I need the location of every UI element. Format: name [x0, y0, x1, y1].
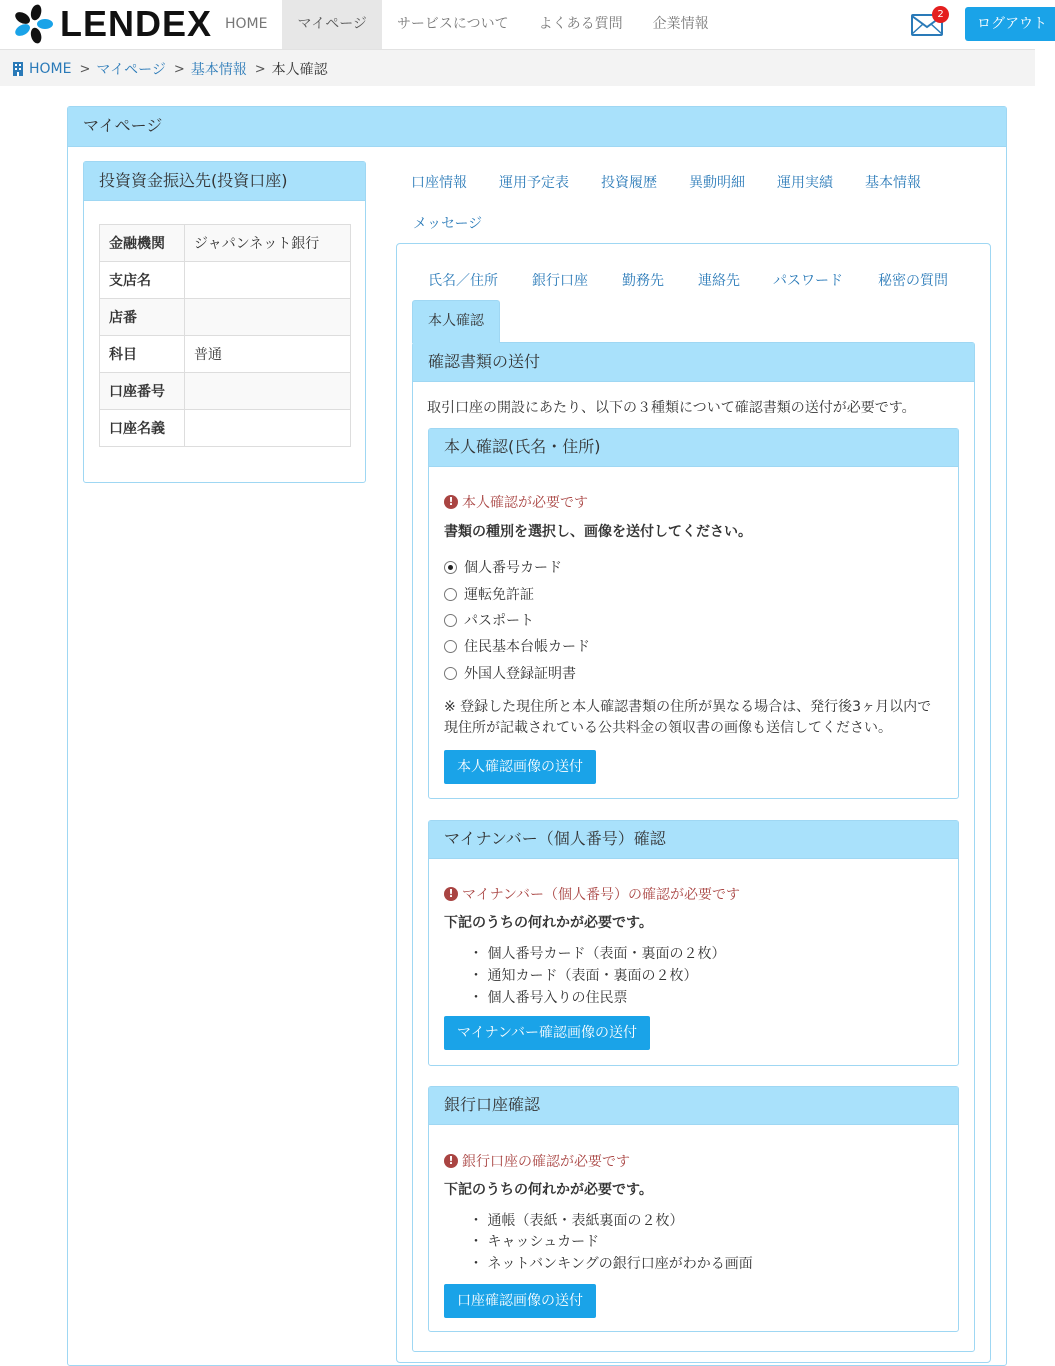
- building-icon: [12, 62, 24, 76]
- list-item: ・ 個人番号カード（表面・裏面の２枚）: [469, 946, 726, 962]
- radio-label: 運転免許証: [464, 587, 534, 603]
- radio-mynumber-card[interactable]: [444, 557, 562, 577]
- documents-title: 確認書類の送付: [413, 343, 974, 382]
- identity-note-line1: ※ 登録した現住所と本人確認書類の住所が異なる場合は、発行後3ヶ月以内で: [444, 699, 932, 715]
- nav-company[interactable]: 企業情報: [652, 16, 709, 32]
- list-item: ・ 個人番号入りの住民票: [469, 990, 628, 1006]
- tab-messages[interactable]: メッセージ: [413, 216, 483, 232]
- nav-faq[interactable]: よくある質問: [538, 16, 623, 32]
- bank-instruction: 下記のうちの何れかが必要です。: [444, 1182, 653, 1198]
- tab-basic-info[interactable]: 基本情報: [865, 175, 921, 191]
- breadcrumb-mypage[interactable]: マイページ: [96, 62, 166, 78]
- main-nav: [210, 0, 724, 49]
- subtab-employer[interactable]: 勤務先: [622, 273, 664, 289]
- account-info-table: [99, 224, 351, 447]
- mynumber-warning: [444, 884, 740, 904]
- breadcrumb-basic-info[interactable]: 基本情報: [190, 62, 247, 78]
- bank-panel: [428, 1086, 959, 1332]
- exclamation-icon: !: [444, 887, 458, 901]
- row-value: [185, 299, 351, 336]
- list-item: ・ ネットバンキングの銀行口座がわかる画面: [469, 1256, 753, 1272]
- exclamation-icon: !: [444, 495, 458, 509]
- table-row: [100, 336, 351, 373]
- breadcrumb: [12, 59, 328, 79]
- bank-warning-text: 銀行口座の確認が必要です: [462, 1154, 630, 1170]
- row-label: 金融機関: [100, 225, 185, 262]
- identity-panel: [428, 428, 959, 799]
- identity-instruction: 書類の種別を選択し、画像を送付してください。: [444, 524, 752, 540]
- row-value: ジャパンネット銀行: [185, 225, 351, 262]
- row-label: 口座名義: [100, 410, 185, 447]
- subtab-name-address[interactable]: 氏名／住所: [428, 273, 498, 289]
- table-row: [100, 410, 351, 447]
- list-item: ・ 通帳（表紙・表紙裏面の２枚）: [469, 1213, 684, 1229]
- mynumber-title: マイナンバー（個人番号）確認: [429, 821, 958, 859]
- subtab-secret-question[interactable]: 秘密の質問: [878, 273, 948, 289]
- table-row: [100, 373, 351, 410]
- nav-home[interactable]: HOME: [225, 16, 268, 32]
- tab-account-info[interactable]: 口座情報: [411, 175, 467, 191]
- breadcrumb-separator: >: [254, 61, 266, 77]
- row-value: [185, 373, 351, 410]
- list-item: ・ キャッシュカード: [469, 1234, 600, 1250]
- radio-passport[interactable]: [444, 610, 534, 630]
- row-label: 口座番号: [100, 373, 185, 410]
- mynumber-instruction: 下記のうちの何れかが必要です。: [444, 915, 653, 931]
- table-row: [100, 262, 351, 299]
- row-value: [185, 410, 351, 447]
- radio-label: 住民基本台帳カード: [464, 639, 590, 655]
- radio-button[interactable]: [444, 614, 457, 627]
- row-label: 支店名: [100, 262, 185, 299]
- radio-button[interactable]: [444, 588, 457, 601]
- send-identity-image-button[interactable]: 本人確認画像の送付: [444, 750, 596, 784]
- table-row: [100, 225, 351, 262]
- bank-title: 銀行口座確認: [429, 1087, 958, 1125]
- radio-button[interactable]: [444, 667, 457, 680]
- subtab-contact[interactable]: 連絡先: [698, 273, 740, 289]
- subtab-bank-account[interactable]: 銀行口座: [532, 273, 588, 289]
- logo[interactable]: [12, 4, 212, 44]
- breadcrumb-current: 本人確認: [271, 62, 328, 78]
- row-label: 科目: [100, 336, 185, 373]
- identity-warning: [444, 492, 588, 512]
- tab-performance[interactable]: 運用実績: [777, 175, 833, 191]
- identity-warning-text: 本人確認が必要です: [462, 495, 588, 511]
- mynumber-panel: [428, 820, 959, 1066]
- unread-badge: 2: [932, 6, 949, 23]
- mypage-title: マイページ: [68, 107, 1006, 147]
- logo-flower-icon: [12, 4, 54, 44]
- investment-account-title: 投資資金振込先(投資口座): [84, 162, 365, 201]
- tab-transactions[interactable]: 異動明細: [689, 175, 745, 191]
- breadcrumb-bar: [0, 50, 1035, 86]
- send-bank-image-button[interactable]: 口座確認画像の送付: [444, 1284, 596, 1318]
- top-navbar: [0, 0, 1047, 50]
- mynumber-warning-text: マイナンバー（個人番号）の確認が必要です: [462, 887, 741, 903]
- row-value: [185, 262, 351, 299]
- identity-title: 本人確認(氏名・住所): [429, 429, 958, 467]
- tab-schedule[interactable]: 運用予定表: [499, 175, 569, 191]
- radio-resident-card[interactable]: [444, 636, 590, 656]
- breadcrumb-separator: >: [173, 61, 185, 77]
- breadcrumb-home[interactable]: HOME: [29, 61, 72, 77]
- nav-mypage[interactable]: マイページ: [282, 0, 381, 49]
- logout-button[interactable]: ログアウト: [965, 7, 1055, 41]
- list-item: ・ 通知カード（表面・裏面の２枚）: [469, 968, 698, 984]
- radio-label: 外国人登録証明書: [464, 666, 576, 682]
- row-label: 店番: [100, 299, 185, 336]
- send-mynumber-image-button[interactable]: マイナンバー確認画像の送付: [444, 1016, 650, 1050]
- documents-intro: 取引口座の開設にあたり、以下の３種類について確認書類の送付が必要です。: [427, 400, 916, 416]
- nav-service[interactable]: サービスについて: [396, 16, 509, 32]
- table-row: [100, 299, 351, 336]
- radio-label: パスポート: [464, 613, 534, 629]
- radio-button[interactable]: [444, 640, 457, 653]
- radio-alien-registration[interactable]: [444, 663, 576, 683]
- breadcrumb-separator: >: [79, 61, 91, 77]
- subtab-password[interactable]: パスワード: [773, 273, 843, 289]
- row-value: 普通: [185, 336, 351, 373]
- bank-warning: [444, 1151, 630, 1171]
- investment-account-panel: [83, 161, 366, 483]
- radio-drivers-license[interactable]: [444, 584, 534, 604]
- radio-label: 個人番号カード: [464, 560, 562, 576]
- radio-button[interactable]: [444, 561, 457, 574]
- subtab-identity[interactable]: 本人確認: [412, 300, 500, 343]
- identity-note-line2: 現住所が記載されている公共料金の領収書の画像も送信してください。: [444, 720, 892, 736]
- tab-history[interactable]: 投資履歴: [601, 175, 657, 191]
- logo-text: LENDEX: [60, 3, 213, 44]
- exclamation-icon: !: [444, 1154, 458, 1168]
